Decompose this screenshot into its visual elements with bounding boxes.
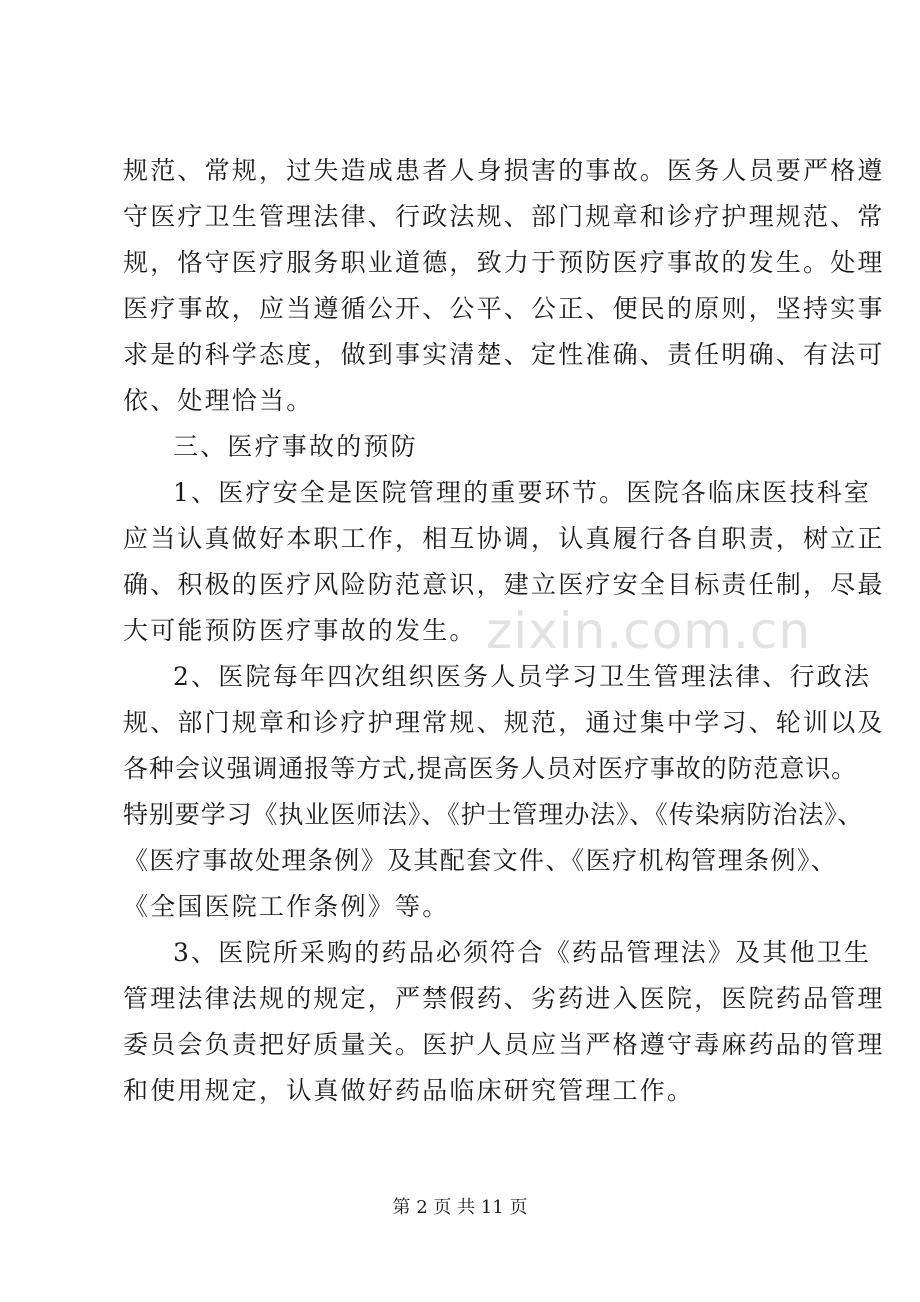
text-line: 依、处理恰当。 xyxy=(123,386,314,415)
text-line: 委员会负责把好质量关。医护人员应当严格遵守毒麻药品的管理 xyxy=(123,1030,885,1059)
text-line: 管理法律法规的规定，严禁假药、劣药进入医院，医院药品管理 xyxy=(123,984,885,1013)
text-line: 规、部门规章和诊疗护理常规、规范，通过集中学习、轮训以及 xyxy=(123,708,885,737)
section-heading: 三、医疗事故的预防 xyxy=(173,432,418,461)
text-line: 守医疗卫生管理法律、行政法规、部门规章和诊疗护理规范、常 xyxy=(123,202,885,231)
text-line: 2、医院每年四次组织医务人员学习卫生管理法律、行政法 xyxy=(173,662,872,691)
text-line: 《医疗事故处理条例》及其配套文件、《医疗机构管理条例》、 xyxy=(123,846,838,875)
text-line: 求是的科学态度，做到事实清楚、定性准确、责任明确、有法可 xyxy=(123,340,885,369)
text-line: 应当认真做好本职工作，相互协调，认真履行各自职责，树立正 xyxy=(123,524,885,553)
text-line: 《全国医院工作条例》等。 xyxy=(123,892,450,921)
text-line: 1、医疗安全是医院管理的重要环节。医院各临床医技科室 xyxy=(173,478,872,507)
text-line: 大可能预防医疗事故的发生。 xyxy=(123,616,477,645)
text-line: 确、积极的医疗风险防范意识，建立医疗安全目标责任制，尽最 xyxy=(123,570,885,599)
text-line: 规范、常规，过失造成患者人身损害的事故。医务人员要严格遵 xyxy=(123,156,885,185)
page-footer: 第 2 页 共 11 页 xyxy=(392,1197,528,1218)
text-line: 各种会议强调通报等方式,提高医务人员对医疗事故的防范意识。 xyxy=(123,754,858,783)
text-line: 特别要学习《执业医师法》、《护士管理办法》、《传染病防治法》、 xyxy=(123,800,864,829)
watermark: zixin.com.cn xyxy=(486,602,812,660)
text-line: 和使用规定，认真做好药品临床研究管理工作。 xyxy=(123,1076,695,1105)
text-line: 规，恪守医疗服务职业道德，致力于预防医疗事故的发生。处理 xyxy=(123,248,885,277)
text-line: 医疗事故，应当遵循公开、公平、公正、便民的原则，坚持实事 xyxy=(123,294,885,323)
text-line: 3、医院所采购的药品必须符合《药品管理法》及其他卫生 xyxy=(173,938,872,967)
